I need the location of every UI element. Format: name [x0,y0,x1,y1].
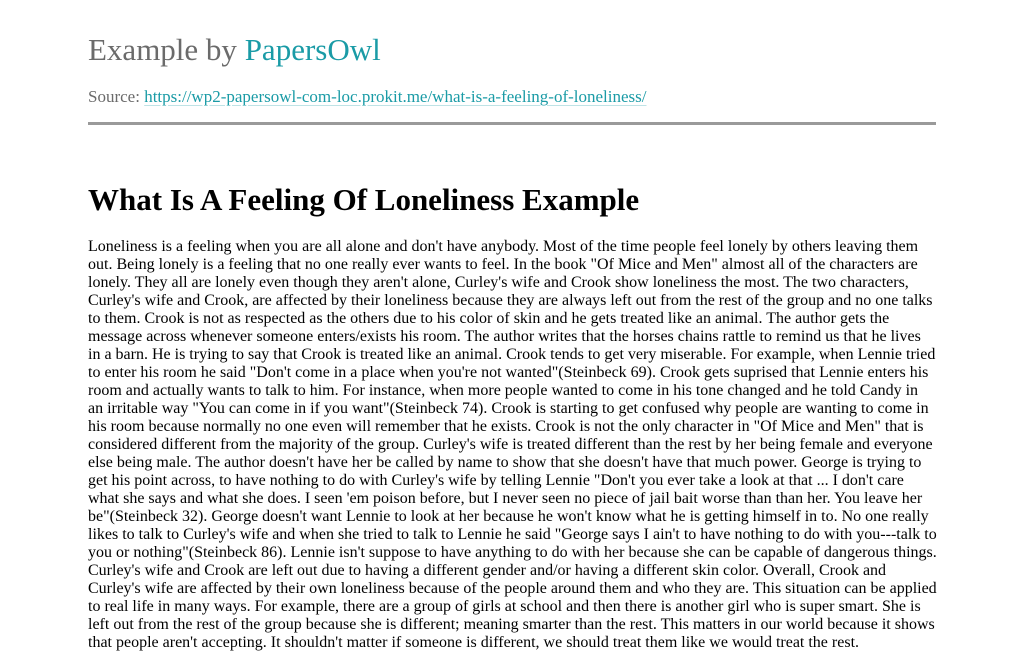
brand-prefix: Example by [88,32,237,67]
brand-link[interactable]: PapersOwl [244,32,381,67]
brand-heading [88,30,936,70]
document-body: Loneliness is a feeling when you are all alone and don't have anybody. Most of the time people feel lonely by others leaving them out. Being lonely is a feeling that no one really ever wants to feel. In the book "Of Mice and Men" almost all of the characters are lonely. They all are lonely even though they aren't alone, Curley's wife and Crook show loneliness the most. The two characters, Curley's wife and Crook, are affected by their loneliness because they are always left out from the rest of the group and no one talks to them. Crook is not as respected as the others due to his color of skin and he gets treated like an animal. The author gets the message across whenever someone enters/exists his room. The author writes that the horses chains rattle to remind us that he lives in a barn. He is trying to say that Crook is treated like an animal. Crook tends to get very miserable. For example, when Lennie tried to enter his room he said "Don't come in a place when you're not wanted"(Steinbeck 69). Crook gets suprised that Lennie enters his room and actually wants to talk to him. For instance, when more people wanted to come in his tone changed and he told Candy in an irritable way "You can come in if you want"(Steinbeck 74). Crook is starting to get confused why people are wanting to come in his room because normally no one even will remember that he exists. Crook is not the only character in "Of Mice and Men" that is considered different from the majority of the group. Curley's wife is treated different than the rest by her being female and everyone else being male. The author doesn't have her be called by name to show that she doesn't have that much power. George is trying to get his point across, to have nothing to do with Curley's wife by telling Lennie "Don't you ever take a look at that ... I don't care what she says and what she does. I seen 'em poison before, but I never seen no piece of jail bait worse than than her. You leave her be"(Steinbeck 32). George doesn't want Lennie to look at her because he won't know what he is getting himself in to. No one really likes to talk to Curley's wife and when she tried to talk to Lennie he said "George says I ain't to have nothing to do with you---talk to you or nothing"(Steinbeck 86). Lennie isn't suppose to have anything to do with her because she can be capable of dangerous things. Curley's wife and Crook are left out due to having a different gender and/or having a different skin color. Overall, Crook and Curley's wife are affected by their own loneliness because of the people around them and who they are. This situation can be applied to real life in many ways. For example, there are a group of girls at school and then there is another girl who is super smart. She is left out from the rest of the group because she is different; meaning smarter than the rest. This matters in our world because it shows that people aren't accepting. It shouldn't matter if someone is different, we should treat them like we would treat the rest. [88,238,937,651]
source-link[interactable]: https://wp2-papersowl-com-loc.prokit.me/what-is-a-feeling-of-loneliness/ [144,87,647,106]
source-label: Source: [88,87,140,106]
source-line [88,86,936,108]
page-header [88,30,936,108]
document-title: What Is A Feeling Of Loneliness Example [88,182,640,217]
header-divider [88,122,936,125]
